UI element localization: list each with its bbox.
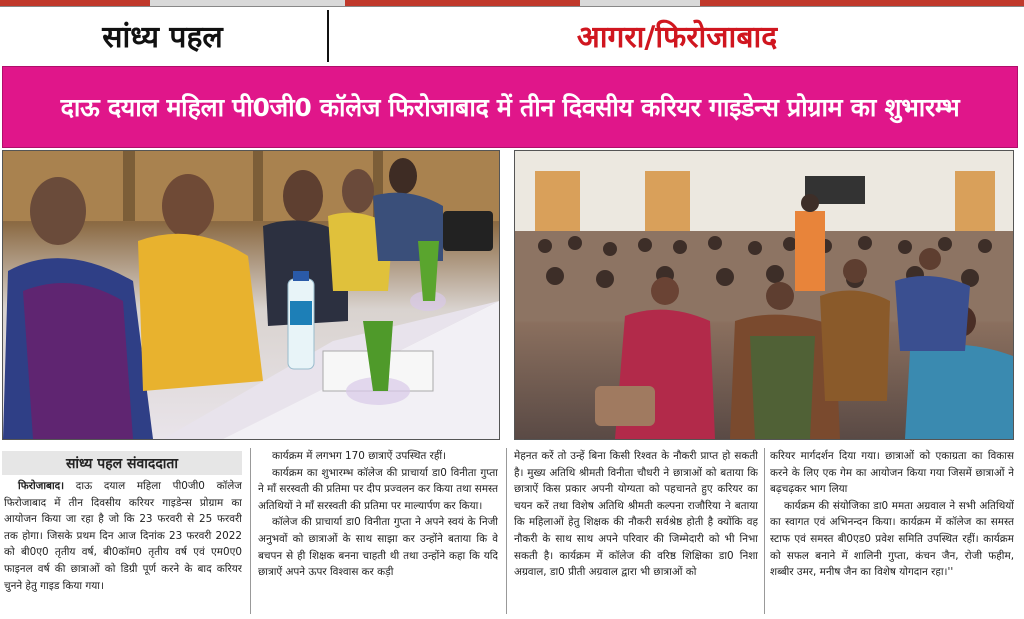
newspaper-name-text: सांध्य पहल [102, 19, 223, 55]
article-column-1 [4, 478, 242, 608]
column-rule [250, 448, 251, 614]
article-column-4 [770, 448, 1014, 613]
photo-audience-hall [514, 150, 1014, 440]
column-rule [764, 448, 765, 614]
dateline: फिरोजाबाद। [18, 480, 65, 492]
article-paragraph: कार्यक्रम में लगभग 170 छात्राऐं उपस्थित रहीं। [272, 450, 447, 462]
article-paragraph: कार्यक्रम की संयोजिका डा0 ममता अग्रवाल ने सभी अतिथियों का स्वागत एवं अभिनन्दन किया। कार्यक्रम में कॉलेज का समस्त स्टाफ एवं समस्त बी0एड0 प्रवेश समिति उपस्थित रहीं। कार्यक्रम को सफल बनाने में शालिनी गुप्ता, कंचन जैन, रोजी फहीम, शब्बीर उमर, मनीष जैन का विशेष योगदान रहा।'' [770, 499, 1014, 579]
article-paragraph: मेहनत करें तो उन्हें बिना किसी रिश्वत के नौकरी प्राप्त हो सकती है। मुख्य अतिथि श्रीमती विनीता चौधरी ने छात्राओं को बताया कि छात्राऐं किस प्रकार अपनी योग्यता को पहचानते हुए करियर का चयन करें तथा विशेष अतिथि श्रीमती कल्पना राजौरिया ने बताया कि महिलाओं हेतु शिक्षक की नौकरी सर्वश्रेष्ठ होती है क्योंकि वह नौकरी के साथ साथ अपने परिवार की जिम्मेदारी को भी निभा सकती है। कार्यक्रम में कॉलेज की वरिष्ठ शिक्षिका डा0 निशा अग्रवाल, डा0 प्रीती अग्रवाल द्वारा भी छात्राओं को [514, 450, 758, 579]
edition-title-text: आगरा/फिरोजाबाद [576, 19, 778, 55]
byline [2, 451, 242, 475]
photo-guests-at-table [2, 150, 500, 440]
top-strip [0, 0, 1024, 7]
byline-text: सांध्य पहल संवाददाता [65, 455, 179, 472]
article-paragraph [4, 478, 242, 594]
article-column-2 [258, 448, 498, 613]
article-paragraph: कॉलेज की प्राचार्या डा0 विनीता गुप्ता ने अपने स्वयं के निजी अनुभवों को छात्राओं के साथ साझा कर उन्होंने बताया कि वे बचपन से ही शिक्षक बनना चाहती थी तथा उन्होंने कहा कि यदि छात्राऐं अपने ऊपर विश्वास कर कड़ी [258, 516, 498, 579]
headline-text: दाऊ दयाल महिला पी0जी0 कॉलेज फिरोजाबाद में तीन दिवसीय करियर गाइडेन्स प्रोग्राम का शुभारम्भ [60, 93, 960, 122]
article-text: दाऊ दयाल महिला पी0जी0 कॉलेज फिरोजाबाद में तीन दिवसीय करियर गाइडेन्स प्रोग्राम का आयोजन किया जा रहा है जो कि 23 फरवरी से 25 फरवरी तक होगा। जिसके प्रथम दिन आज दिनांक 23 फरवरी 2022 को बी0ए0 तृतीय वर्ष, बी0कॉम0 तृतीय वर्ष एवं एम0ए0 फाइनल वर्ष की छात्राओं को डिग्री पूर्ण करने के बाद करियर चुनने हेतु गाइड किया गया। [4, 480, 242, 592]
headline-banner [2, 66, 1018, 148]
newspaper-name [0, 8, 325, 62]
article-paragraph: कार्यक्रम का शुभारम्भ कॉलेज की प्राचार्या डा0 विनीता गुप्ता ने माँ सरस्वती की प्रतिमा पर दीप प्रज्वलन कर किया तथा समस्त अतिथियों ने माँ सरस्वती की प्रतिमा पर माल्यार्पण कर किया। [258, 466, 498, 512]
edition-title [330, 8, 1024, 62]
article-paragraph: करियर मार्गदर्शन दिया गया। छात्राओं को एकाग्रता का विकास करने के लिए एक गेम का आयोजन किया गया जिसमें छात्राओं ने बढ़चढ़कर भाग लिया [770, 450, 1014, 496]
column-rule [506, 448, 507, 614]
masthead-divider [327, 10, 329, 62]
article-column-3 [514, 448, 758, 613]
